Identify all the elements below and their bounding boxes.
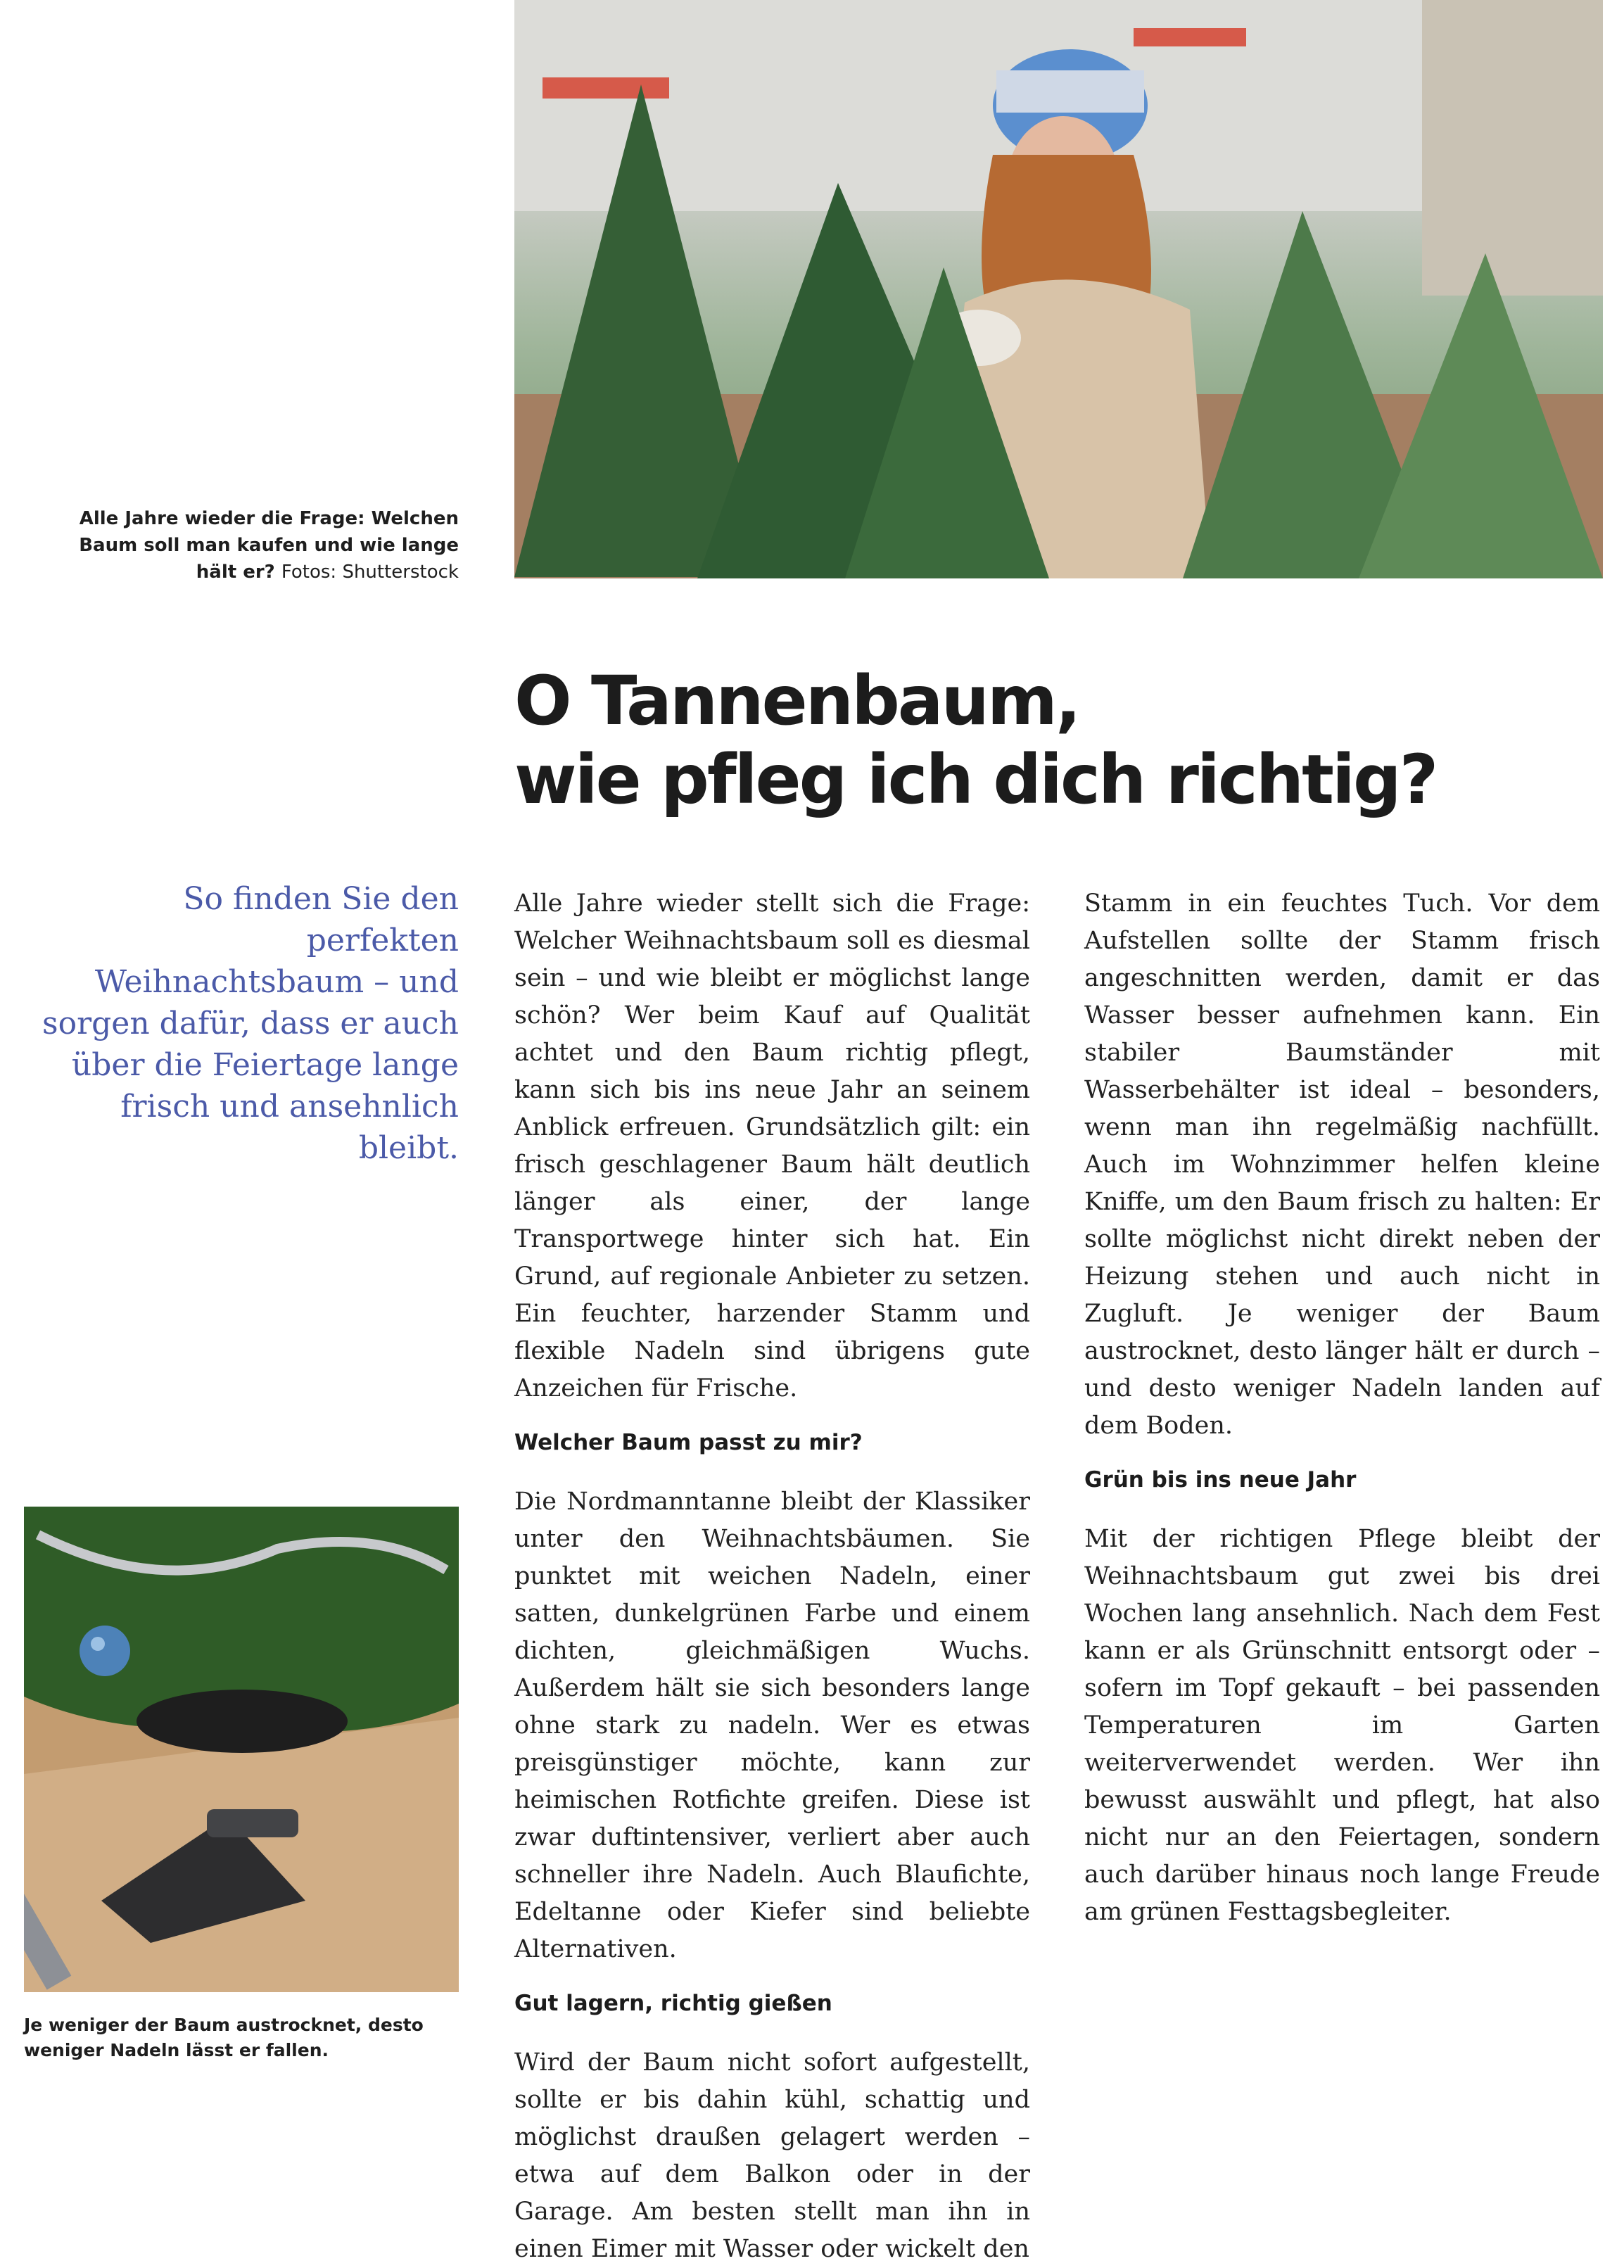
headline-line-1: O Tannenbaum, — [514, 661, 1079, 740]
hero-photo — [514, 0, 1603, 578]
section-paragraph-2-part-1: Wird der Baum nicht sofort aufgestellt, sollte er bis dahin kühl, schattig und möglichst draußen gelagert werden – etwa auf dem Balkon oder in der Garage. Am besten stellt man ihn in einen Eimer mit Wasser oder wickelt den — [514, 2048, 1030, 2263]
vacuum-photo-illustration — [24, 1507, 459, 1992]
article-teaser: So finden Sie den perfekten Weihnachtsbaum – und sorgen dafür, dass er auch über die Feiertage lange frisch und ansehnlich bleibt. — [42, 881, 459, 1166]
section-heading-1: Welcher Baum passt zu mir? — [514, 1430, 863, 1455]
hero-photo-illustration — [514, 0, 1603, 578]
article-headline — [514, 661, 1612, 819]
vacuum-photo — [24, 1507, 459, 1992]
section-paragraph-1: Die Nordmanntanne bleibt der Klassiker unter den Weihnachtsbäumen. Sie punktet mit weichen Nadeln, einer satten, dunkelgrünen Farbe und einem dichten, gleichmäßigen Wuchs. Außerdem hält sie sich besonders lange ohne stark zu nadeln. Wer es etwas preisgünstiger möchte, kann zur heimischen Rotfichte greifen. Diese ist zwar duftintensiver, verliert aber auch schneller ihre Nadeln. Auch Blaufichte, Edeltanne oder Kiefer sind beliebte Alternativen. — [514, 1488, 1030, 1963]
section-paragraph-3: Mit der richtigen Pflege bleibt der Weihnachtsbaum gut zwei bis drei Wochen lang ansehnlich. Nach dem Fest kann er als Grünschnitt entsorgt oder – sofern im Topf gekauft – bei passenden Temperaturen im Garten weiterverwendet werden. Wer ihn bewusst auswählt und pflegt, hat also nicht nur an den Feiertagen, sondern auch darüber hinaus noch lange Freude am grünen Festtagsbegleiter. — [1084, 1525, 1600, 1926]
section-paragraph-2-part-2: Stamm in ein feuchtes Tuch. Vor dem Aufstellen sollte der Stamm frisch angeschnitten werden, damit er das Wasser besser aufnehmen kann. Ein stabiler Baumständer mit Wasserbehälter ist ideal – besonders, wenn man ihn regelmäßig nachfüllt. Auch im Wohnzimmer helfen kleine Kniffe, um den Baum frisch zu halten: Er sollte möglichst nicht direkt neben der Heizung stehen und auch nicht in Zugluft. Je weniger der Baum austrocknet, desto länger hält er durch – und desto weniger Nadeln landen auf dem Boden. — [1084, 889, 1600, 1440]
section-heading-2: Gut lagern, richtig gießen — [514, 1991, 832, 2016]
article-column-2 — [1084, 885, 1600, 1931]
headline-line-2: wie pfleg ich dich richtig? — [514, 740, 1437, 819]
article-column-1 — [514, 885, 1030, 2268]
section-heading-3: Grün bis ins neue Jahr — [1084, 1467, 1357, 1493]
photo-caption — [42, 505, 459, 585]
photo-credit: Fotos: Shutterstock — [281, 562, 459, 583]
vacuum-photo-caption: Je weniger der Baum austrocknet, desto weniger Nadeln lässt er fallen. — [24, 2015, 424, 2060]
article-intro: Alle Jahre wieder stellt sich die Frage: Welcher Weihnachtsbaum soll es diesmal sein – und wie bleibt er möglichst lange schön? Wer beim Kauf auf Qualität achtet und den Baum richtig pflegt, kann sich bis ins neue Jahr an seinem Anblick erfreuen. Grundsätzlich gilt: ein frisch geschlagener Baum hält deutlich länger als einer, der lange Transportwege hinter sich hat. Ein Grund, auf regionale Anbieter zu setzen. Ein feuchter, harzender Stamm und flexible Nadeln sind übrigens gute Anzeichen für Frische. — [514, 889, 1030, 1402]
photo-caption-text: Alle Jahre wieder die Frage: Welchen Baum soll man kaufen und wie lange hält er? — [79, 508, 459, 583]
